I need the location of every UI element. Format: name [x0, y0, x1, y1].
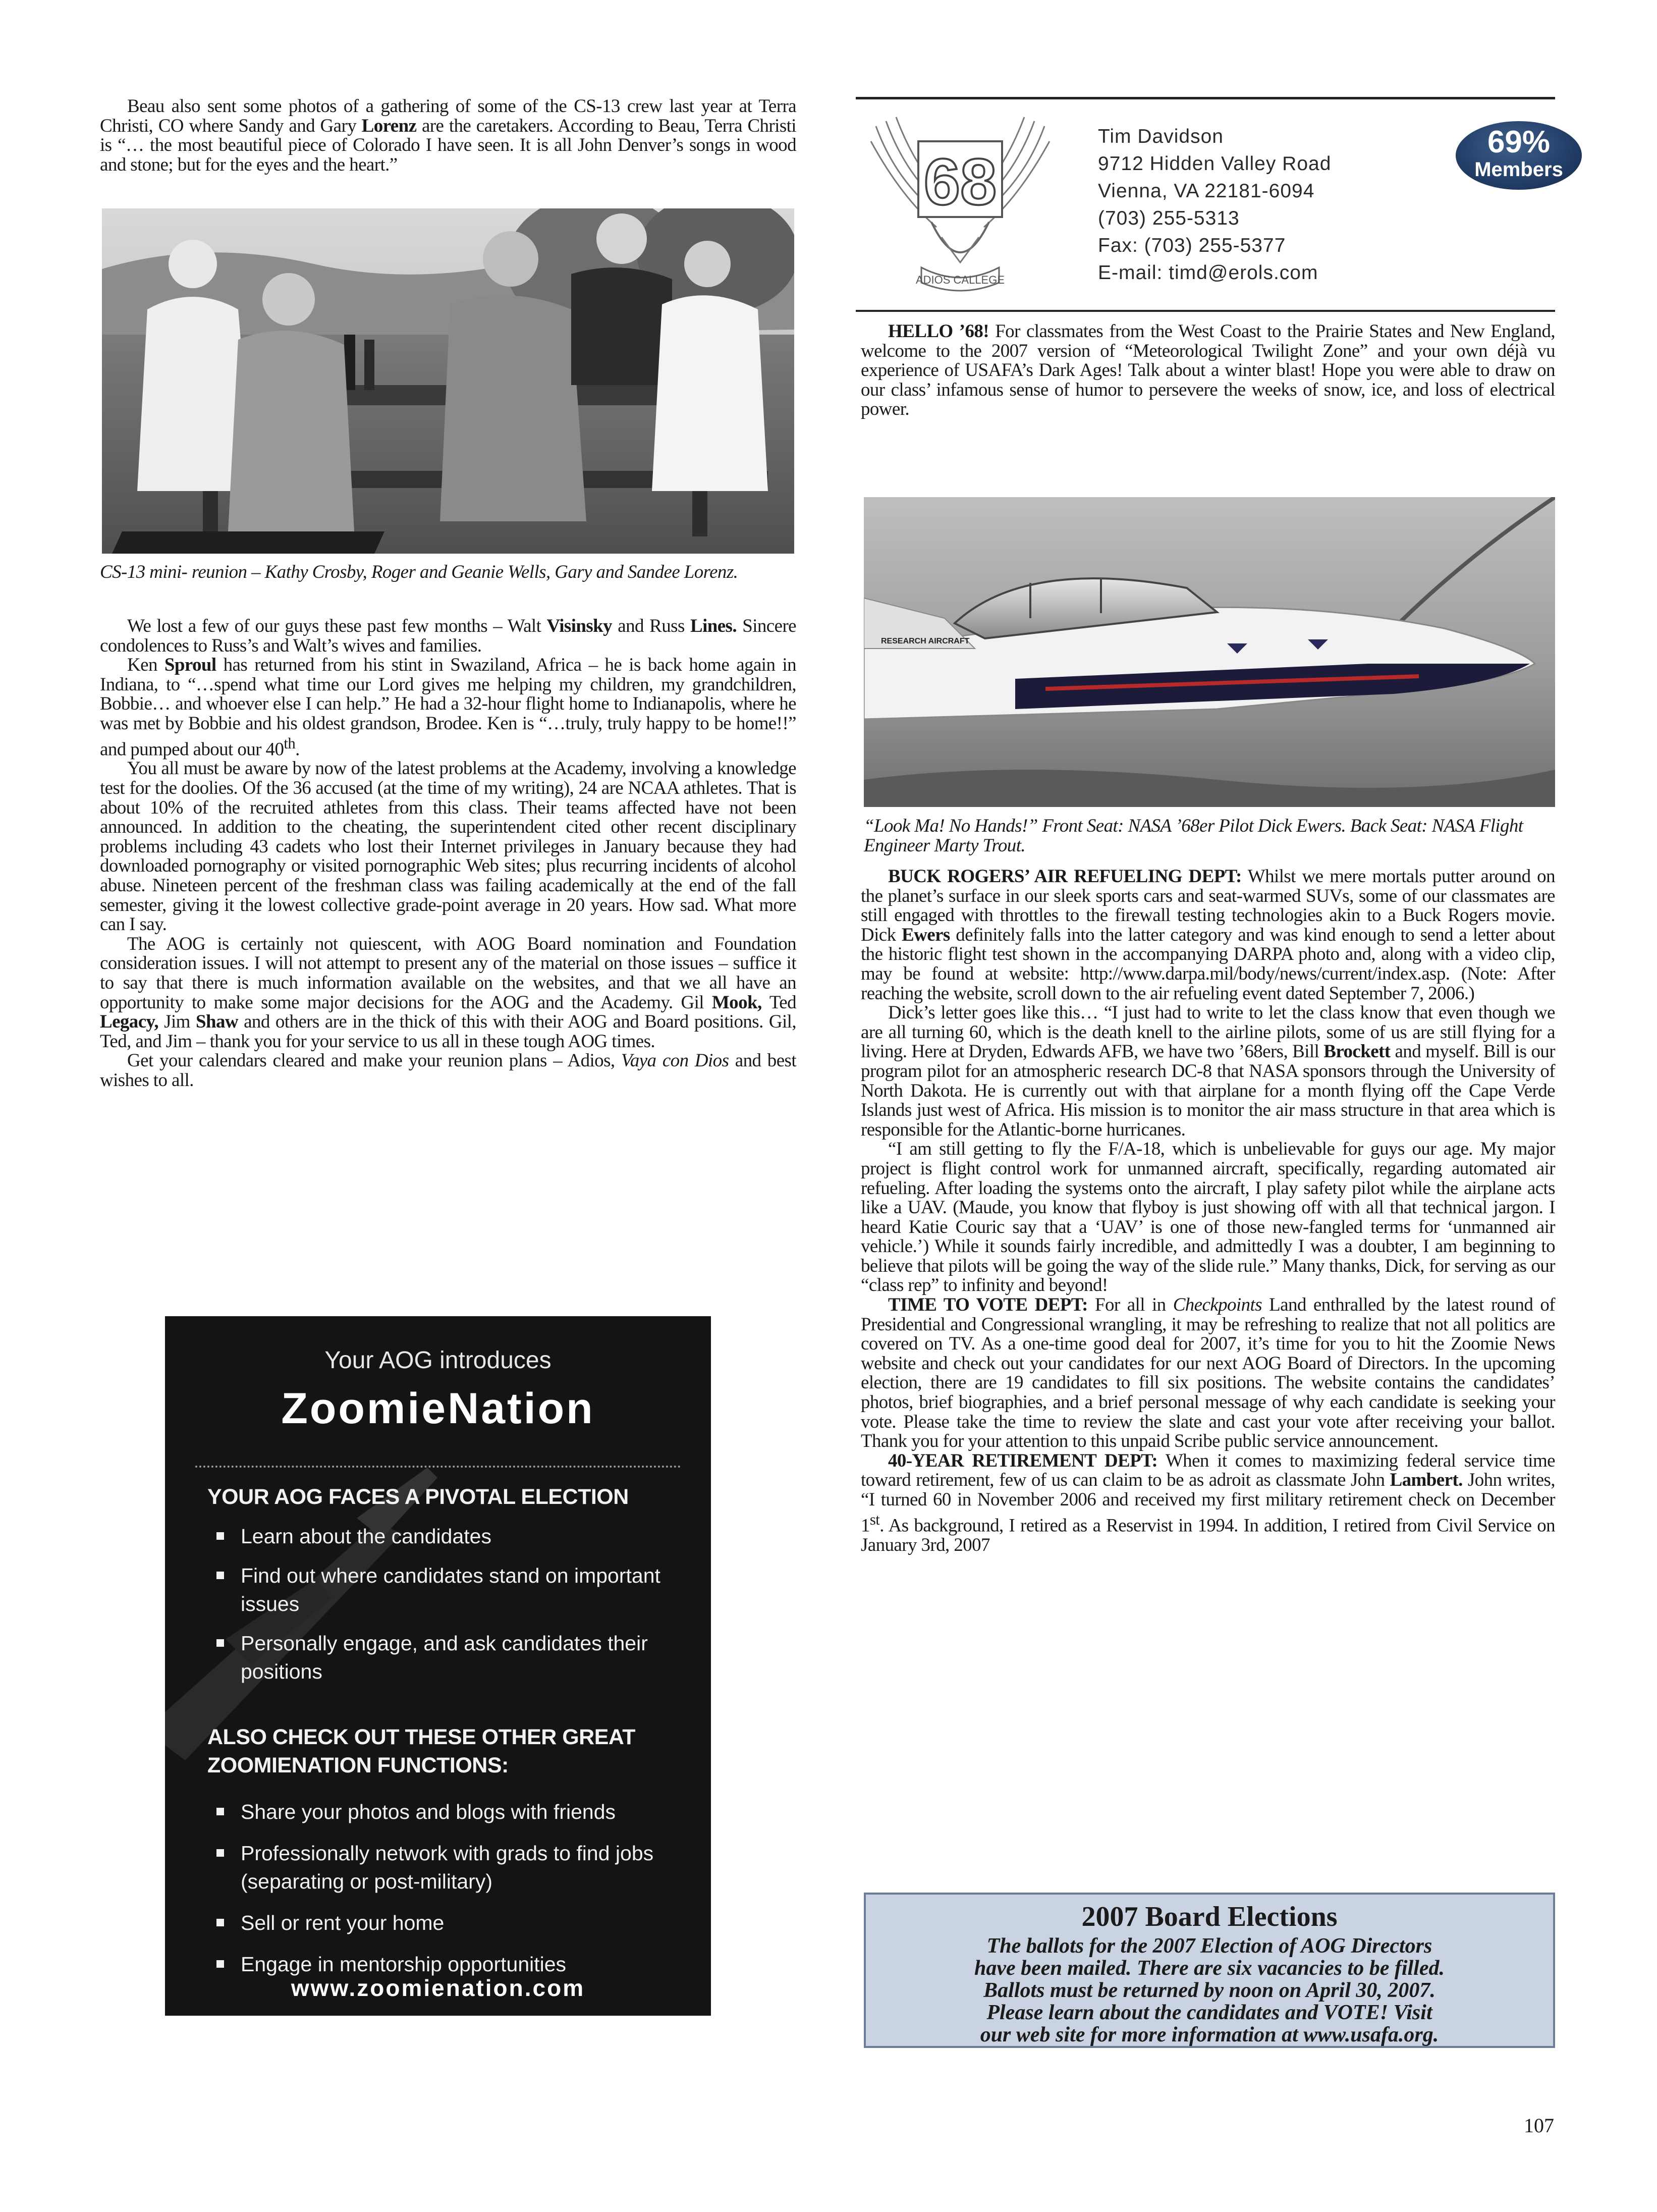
- intro-paragraph: Beau also sent some photos of a gathering of some of the CS-13 crew last year at Terra Christi, CO where Sandy and Gary Lorenz are the caretakers. According to Beau, Terra Christi is “… the most beautiful piece of Colorado I have seen. It is all John Denver’s songs in wood and stone; but for the eyes and the heart.”: [100, 96, 796, 175]
- members-label: Members: [1474, 158, 1563, 181]
- class-crest-number: 68: [923, 145, 997, 219]
- scribe-city: Vienna, VA 22181-6094: [1098, 180, 1315, 202]
- class-crest-logo: [866, 111, 1055, 299]
- left-column: [100, 97, 796, 175]
- board-elections-line: our web site for more information at www.usafa.org.: [980, 2023, 1439, 2046]
- scribe-contact-block: [1098, 123, 1360, 287]
- scribe-header-bottom-rule: [856, 310, 1555, 312]
- class-crest-motto: ADIOS CALLEGE: [915, 274, 1005, 286]
- board-elections-line: Ballots must be returned by noon on April 30, 2007.: [983, 1979, 1435, 2002]
- ad-list-item: Find out where candidates stand on important issues: [212, 1561, 677, 1618]
- ad-list-item: Sell or rent your home: [212, 1909, 677, 1937]
- ad-list-item: Share your photos and blogs with friends: [212, 1798, 677, 1826]
- aircraft-fuselage-label: RESEARCH AIRCRAFT: [881, 637, 970, 645]
- scribe-name: Tim Davidson: [1098, 126, 1224, 147]
- board-elections-line: The ballots for the 2007 Election of AOG Directors: [986, 1934, 1432, 1958]
- reunion-photo-caption: CS-13 mini- reunion – Kathy Crosby, Roger and Geanie Wells, Gary and Sandee Lorenz.: [100, 562, 738, 582]
- left-paragraph: The AOG is certainly not quiescent, with AOG Board nomination and Foundation consideration issues. I will not attempt to present any of the material on those issues – suffice it to say that there is much information available on the websites, and that we all have an opportunity to make some major decisions for the AOG and the Academy. Gil Mook, Ted Legacy, Jim Shaw and others are in the thick of this with their AOG and Board positions. Gil, Ted, and Jim – thank you for your service to us all in these tough AOG times.: [100, 933, 796, 1052]
- board-elections-text: [866, 1935, 1553, 2046]
- board-elections-line: Please learn about the candidates and VOTE! Visit: [986, 2001, 1432, 2024]
- right-body: [861, 867, 1555, 1555]
- aircraft-photo-caption-block: [864, 817, 1555, 855]
- aircraft-photo: [864, 497, 1555, 807]
- left-paragraph: You all must be aware by now of the latest problems at the Academy, involving a knowledge test for the doolies. Of the 36 accused (at the time of my writing), 24 are NCAA athletes. That is about 10% of the recruited athletes from this class. Their teams affected have not been announced. In addition to the cheating, the superintendent cited other recent disciplinary problems including 43 cadets who lost their Internet privileges in January because they had downloaded pornography or visited pornographic Web sites; plus recurring incidents of alcohol abuse. Nineteen percent of the freshman class was failing academically at the end of the fall semester, giving it the lowest collective grade-point average in 20 years. How sad. What more can I say.: [100, 758, 796, 935]
- zoomienation-ad: [165, 1316, 711, 2016]
- left-paragraph: We lost a few of our guys these past few months – Walt Visinsky and Russ Lines. Sincere condolences to Russ’s and Walt’s wives and families.: [100, 616, 796, 656]
- ad-heading-election: YOUR AOG FACES A PIVOTAL ELECTION: [207, 1485, 629, 1509]
- scribe-email-link[interactable]: E-mail: timd@erols.com: [1098, 262, 1318, 284]
- aircraft-photo-image: [864, 497, 1555, 807]
- ad-brand: ZoomieNation: [281, 1384, 595, 1433]
- ad-section-2: [207, 1723, 677, 1978]
- right-paragraph: 40-YEAR RETIREMENT DEPT: When it comes to maximizing federal service time toward retirement, few of us can claim to be as adroit as classmate John Lambert. John writes, “I turned 60 in November 2006 and received my first military retirement check on December 1st. As background, I retired as a Reservist in 1994. In addition, I retired from Civil Service on January 3rd, 2007: [861, 1450, 1555, 1555]
- ad-list-item: Professionally network with grads to find jobs (separating or post-military): [212, 1839, 677, 1896]
- ad-list-item: Engage in mentorship opportunities: [212, 1950, 677, 1978]
- right-paragraph: TIME TO VOTE DEPT: For all in Checkpoints Land enthralled by the latest round of Presidential and Congressional wrangling, it may be refreshing to realize that not all politics are covered on TV. As a one-time good deal for 2007, it’s time for you to hit the Zoomie News website and check out your candidates for our next AOG Board of Directors. In the upcoming election, there are 19 candidates to fill six positions. The website contains the candidates’ photos, brief biographies, and a brief personal message of why each candidate is seeking your vote. Please take the time to review the slate and cast your vote after receiving your ballot. Thank you for your attention to this unpaid Scribe public service announcement.: [861, 1294, 1555, 1452]
- left-paragraph: Get your calendars cleared and make your reunion plans – Adios, Vaya con Dios and best wishes to all.: [100, 1050, 796, 1091]
- members-percent: 69%: [1487, 125, 1551, 159]
- right-paragraph: Dick’s letter goes like this… “I just had to write to let the class know that even though we are all turning 60, which is the death knell to the airline pilots, some of us are still flying for a living. Here at Dryden, Edwards AFB, we have two ’68ers, Bill Brockett and myself. Bill is our program pilot for an atmospheric research DC-8 that NASA sponsors through the University of North Dakota. He is currently out with that airplane for a month flying off the Cape Verde Islands just west of Africa. His mission is to monitor the air mass structure in that area which is responsible for the Atlantic-borne hurricanes.: [861, 1002, 1556, 1140]
- reunion-photo-image: [102, 208, 794, 554]
- scribe-phone: (703) 255-5313: [1098, 207, 1240, 229]
- ad-url-link[interactable]: www.zoomienation.com: [291, 1975, 585, 2001]
- ad-heading-functions: ALSO CHECK OUT THESE OTHER GREAT ZOOMIENATION FUNCTIONS:: [207, 1725, 636, 1777]
- left-paragraph: Ken Sproul has returned from his stint in Swaziland, Africa – he is back home again in Indiana, to “…spend what time our Lord gives me helping my children, my grandchildren, Bobbie… and whoever else I can help.” He had a 32-hour flight home to Indianapolis, where he was met by Bobbie and his oldest grandson, Brodee. Ken is “…truly, truly happy to be home!!” and pumped about our 40th.: [100, 655, 796, 760]
- right-paragraph: “I am still getting to fly the F/A-18, which is unbelievable for guys our age. My major project is flight control work for unmanned aircraft, specifically, regarding automated air refueling. After loading the systems onto the aircraft, I play safety pilot while the airplane acts like a UAV. (Maude, you know that flyboy is just showing off with all that technical jargon. I heard Katie Couric say that a ‘UAV’ is one of those new-fangled terms for ‘unmanned air vehicle.’) While it sounds fairly incredible, and admittedly I was a doubter, I am beginning to believe that pilots will be going the way of the slide rule.” Many thanks, Dick, for serving as our “class rep” to infinity and beyond!: [861, 1139, 1555, 1296]
- scribe-fax: Fax: (703) 255-5377: [1098, 235, 1286, 256]
- scribe-header-top-rule: [856, 97, 1555, 99]
- ad-section-1: [207, 1483, 677, 1686]
- class-crest-image: [866, 111, 1055, 299]
- ad-list-item: Learn about the candidates: [212, 1522, 677, 1550]
- board-elections-title: 2007 Board Elections: [1081, 1901, 1338, 1932]
- page-number: 107: [1524, 2114, 1554, 2137]
- left-body: [100, 617, 796, 1091]
- members-percent-badge: [1456, 121, 1582, 190]
- reunion-photo: [102, 208, 794, 554]
- aircraft-photo-caption: “Look Ma! No Hands!” Front Seat: NASA ’68er Pilot Dick Ewers. Back Seat: NASA Flight Engineer Marty Trout.: [864, 816, 1523, 856]
- scribe-street: 9712 Hidden Valley Road: [1098, 153, 1332, 175]
- board-elections-line: have been mailed. There are six vacancies to be filled.: [974, 1957, 1445, 1980]
- board-elections-box: [864, 1893, 1555, 2048]
- hello-paragraph: HELLO ’68! For classmates from the West Coast to the Prairie States and New England, welcome to the 2007 version of “Meteorological Twilight Zone” and your own déjà vu experience of USAFA’s Dark Ages! Talk about a winter blast! Hope you were able to draw on our class’ infamous sense of humor to persevere the weeks of snow, ice, and loss of electrical power.: [861, 321, 1555, 420]
- ad-divider: [195, 1466, 681, 1468]
- ad-intro: Your AOG introduces: [324, 1347, 551, 1374]
- reunion-photo-caption-block: [100, 563, 796, 582]
- hello-block: [861, 322, 1555, 419]
- right-paragraph: BUCK ROGERS’ AIR REFUELING DEPT: Whilst we mere mortals putter around on the planet’s surface in our sleek sports cars and seat-warmed SUVs, some of our classmates are still engaged with throttles to the firewall testing technologies akin to a Buck Rogers movie. Dick Ewers definitely falls into the latter category and was kind enough to send a letter about the historic flight test shown in the accompanying DARPA photo and, along with a video clip, may be found at website: http://www.darpa.mil/body/news/current/index.asp. (Note: After reaching the website, scroll down to the air refueling event dated September 7, 2006.): [861, 866, 1555, 1004]
- ad-list-item: Personally engage, and ask candidates their positions: [212, 1629, 677, 1686]
